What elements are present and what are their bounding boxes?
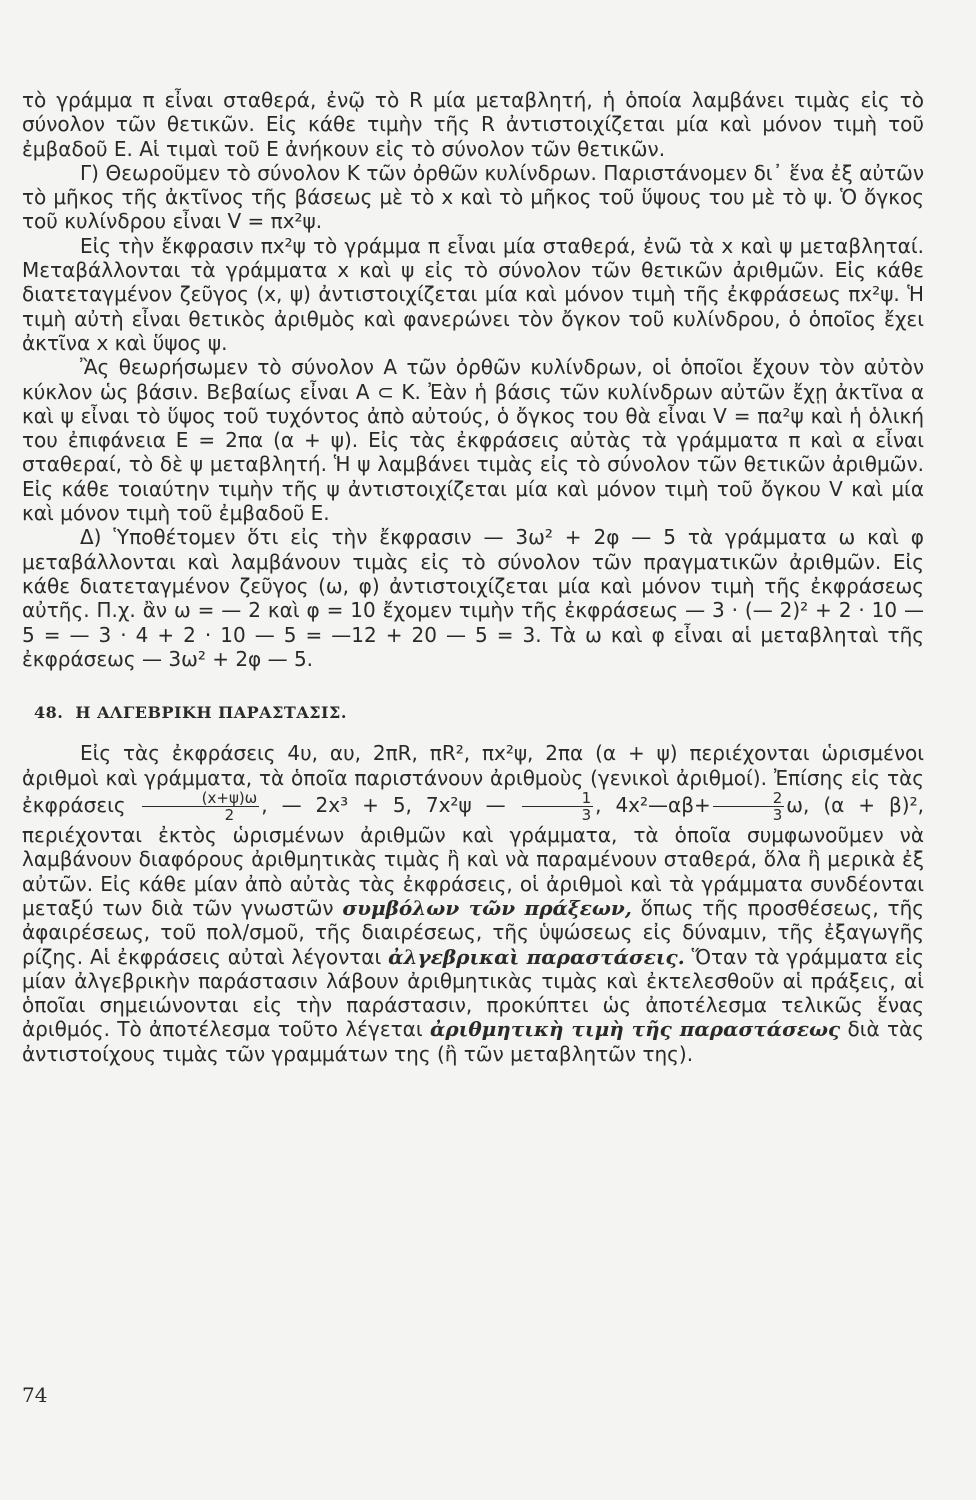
section-title: Η ΑΛΓΕΒΡΙΚΗ ΠΑΡΑΣΤΑΣΙΣ. [75,703,347,723]
paragraph [22,741,924,1066]
page-number: 74 [22,1383,48,1407]
paragraph: Δ) Ὑποθέτομεν ὅτι εἰς τὴν ἔκφρασιν — 3ω² + 2φ — 5 τὰ γράμματα ω καὶ φ μεταβάλλονται καὶ λαμβάνουν τιμὰς εἰς τὸ σύνολον τῶν πραγματικῶν ἀριθμῶν. Εἰς κάθε διατεταγμένον ζεῦγος (ω, φ) ἀντιστοιχίζεται μία καὶ μόνον τιμὴ τῆς ἐκφράσεως αὐτῆς. Π.χ. ἂν ω = — 2 καὶ φ = 10 ἔχομεν τιμὴν τῆς ἐκφράσεως — 3 · (— 2)² + 2 · 10 — 5 = — 3 · 4 + 2 · 10 — 5 = —12 + 20 — 5 = 3. Τὰ ω καὶ φ εἶναι αἱ μεταβληταὶ τῆς ἐκφράσεως — 3ω² + 2φ — 5. [22,525,924,671]
body-text [22,88,924,1066]
paragraph: Γ) Θεωροῦμεν τὸ σύνολον Κ τῶν ὀρθῶν κυλίνδρων. Παριστάνομεν δι᾽ ἕνα ἐξ αὐτῶν τὸ μῆκος τῆς ἀκτῖνος τῆς βάσεως μὲ τὸ x καὶ τὸ μῆκος τοῦ ὕψους του μὲ τὸ ψ. Ὁ ὄγκος τοῦ κυλίνδρου εἶναι V = πx²ψ. [22,160,924,234]
fraction [522,790,594,823]
fraction-numerator: 2 [713,790,785,807]
fraction-denominator: 3 [772,806,783,825]
fraction-denominator: 2 [224,806,235,825]
fraction-denominator: 3 [581,806,592,825]
paragraph: Εἰς τὴν ἔκφρασιν πx²ψ τὸ γράμμα π εἶναι μία σταθερά, ἐνῶ τὰ x καὶ ψ μεταβληταί. Μεταβάλλονται τὰ γράμματα x καὶ ψ εἰς τὸ σύνολον τῶν θετικῶν ἀριθμῶν. Εἰς κάθε διατεταγμένον ζεῦγος (x, ψ) ἀντιστοιχίζεται μία καὶ μόνον τιμὴ τῆς ἐκφράσεως πx²ψ. Ἡ τιμὴ αὐτὴ εἶναι θετικὸς ἀριθμὸς καὶ φανερώνει τὸν ὄγκον τοῦ κυλίνδρου, ὁ ὁποῖος ἔχει ἀκτῖνα x καὶ ὕψος ψ. [22,233,924,355]
bold-term: ἀλγεβρικαὶ παραστάσεις. [388,944,685,969]
fraction [713,790,785,823]
text-run: ὅπως τῆς προσθέσεως, τῆς ἀφαιρέσεως, τοῦ πολ/σμοῦ, τῆς διαιρέσεως, τῆς ὑψώσεως εἰς δύναμιν, τῆς ἐξαγωγῆς ρίζης. Αἱ ἐκφράσεις αὐταὶ λέγονται [22,895,925,969]
text-run: Ὅταν τὰ γράμματα εἰς μίαν ἀλγεβρικὴν παράστασιν λάβουν ἀριθμητικὰς τιμὰς καὶ ἐκτελεσθοῦν αἱ πράξεις, αἱ ὁποῖαι σημειώνονται εἰς τὴν παράστασιν, προκύπτει ὡς ἀποτέλεσμα τελικῶς ἕνας ἀριθμός. Τὸ ἀποτέλεσμα τοῦτο λέγεται [22,944,925,1042]
bold-term: ἀριθμητικὴ τιμὴ τῆς παραστάσεως [429,1017,841,1042]
text-run: , — 2x³ + 5, 7x²ψ — [261,793,506,818]
fraction-numerator: (x+ψ)ω [142,790,260,807]
section-number: 48. [34,703,64,723]
text-run: ω, (α + β)², περιέχονται ἐκτὸς ὡρισμένων ἀριθμῶν καὶ γράμματα, τὰ ὁποῖα συμφωνοῦμεν νὰ λαμβάνουν διαφόρους ἀριθμητικὰς τιμὰς ἢ καὶ νὰ παραμένουν σταθερά, ὅλα ἢ μερικὰ ἐξ αὐτῶν. Εἰς κάθε μίαν ἀπὸ αὐτὰς τὰς ἐκφράσεις, οἱ ἀριθμοὶ καὶ τὰ γράμματα συνδέονται μεταξύ των διὰ τῶν γνωστῶν [22,793,924,920]
fraction [142,790,260,823]
text-run: , 4x²—αβ+ [595,793,711,818]
paragraph: τὸ γράμμα π εἶναι σταθερά, ἐνῷ τὸ R μία μεταβλητή, ἡ ὁποία λαμβάνει τιμὰς εἰς τὸ σύνολον τῶν θετικῶν. Εἰς κάθε τιμὴν τῆς R ἀντιστοιχίζεται μία καὶ μόνον τιμὴ τοῦ ἐμβαδοῦ Ε. Αἱ τιμαὶ τοῦ Ε ἀνήκουν εἰς τὸ σύνολον τῶν θετικῶν. [22,88,924,161]
section-heading [34,701,924,725]
fraction-numerator: 1 [522,790,594,807]
text-run: Εἰς τὰς ἐκφράσεις 4υ, αυ, 2πR, πR², πx²ψ, 2πα (α + ψ) περιέχονται ὡρισμένοι ἀριθμοὶ καὶ γράμματα, τὰ ὁποῖα παριστάνουν ἀριθμοὺς (γενικοὶ ἀριθμοί). Ἐπίσης εἰς τὰς ἐκφράσεις [22,741,924,818]
bold-term: συμβόλων τῶν πράξεων, [342,895,632,920]
text-run: διὰ τὰς ἀντιστοίχους τιμὰς τῶν γραμμάτων της (ἢ τῶν μεταβλητῶν της). [22,1017,925,1066]
paragraph: Ἂς θεωρήσωμεν τὸ σύνολον Α τῶν ὀρθῶν κυλίνδρων, οἱ ὁποῖοι ἔχουν τὸν αὐτὸν κύκλον ὡς βάσιν. Βεβαίως εἶναι Α ⊂ Κ. Ἐὰν ἡ βάσις τῶν κυλίνδρων αὐτῶν ἔχῃ ἀκτῖνα α καὶ ψ εἶναι τὸ ὕψος τοῦ τυχόντος ἀπὸ αὐτούς, ὁ ὄγκος του θὰ εἶναι V = πα²ψ καὶ ἡ ὁλική του ἐπιφάνεια Ε = 2πα (α + ψ). Εἰς τὰς ἐκφράσεις αὐτὰς τὰ γράμματα π καὶ α εἶναι σταθεραί, τὸ δὲ ψ μεταβλητή. Ἡ ψ λαμβάνει τιμὰς εἰς τὸ σύνολον τῶν θετικῶν ἀριθμῶν. Εἰς κάθε τοιαύτην τιμὴν τῆς ψ ἀντιστοιχίζεται μία καὶ μόνον τιμὴ τοῦ ὄγκου V καὶ μία καὶ μόνον τιμὴ τοῦ ἐμβαδοῦ Ε. [22,355,924,526]
